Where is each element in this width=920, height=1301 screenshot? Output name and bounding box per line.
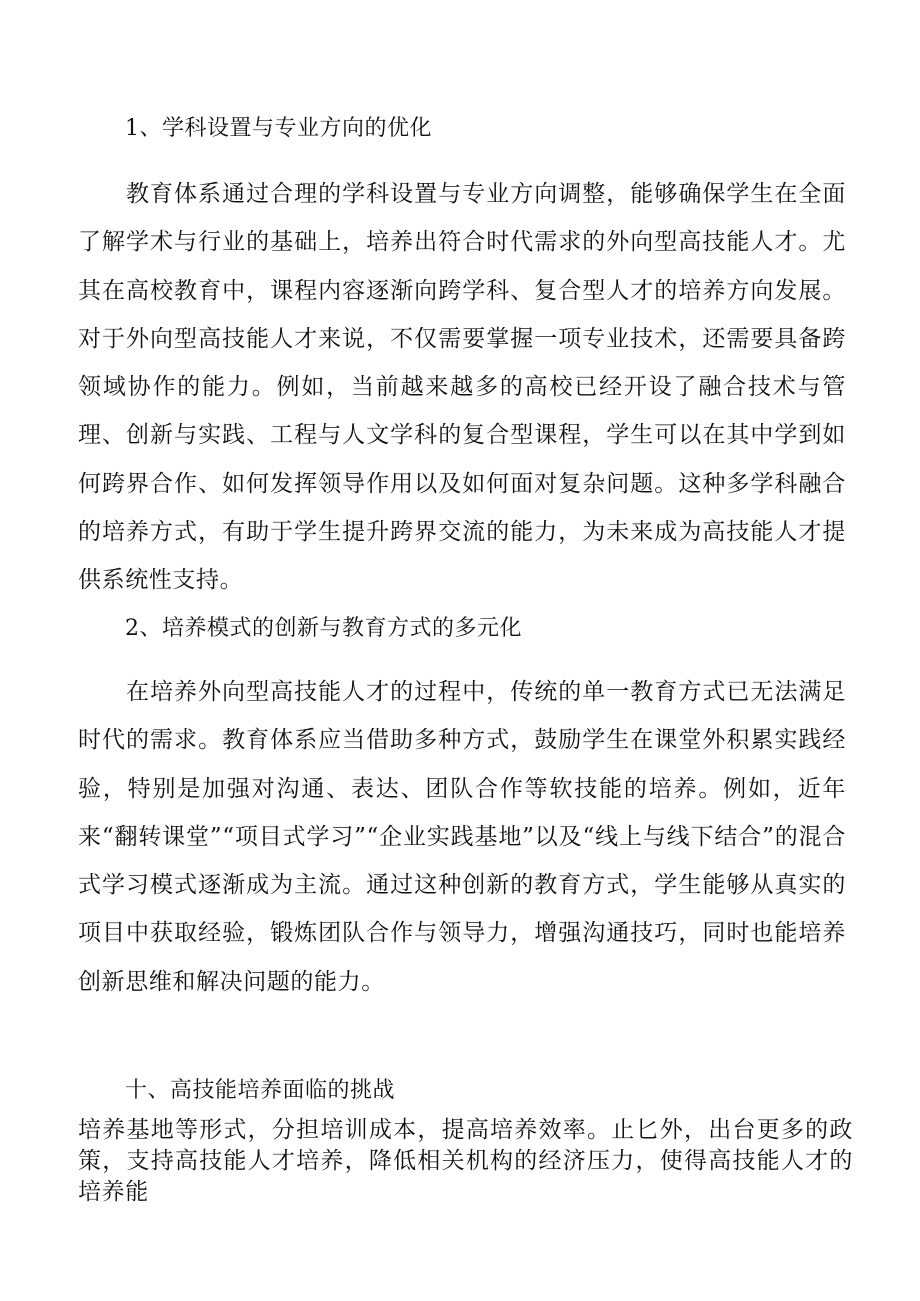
section-2-paragraph: 在培养外向型高技能人才的过程中，传统的单一教育方式已无法满足时代的需求。教育体系应当借助多种方式，鼓励学生在课堂外积累实践经验，特别是加强对沟通、表达、团队合作等软技能的培养。例如，近年来“翻转课堂”“项目式学习”“企业实践基地”以及“线上与线下结合”的混合式学习模式逐渐成为主流。通过这种创新的教育方式，学生能够从真实的项目中获取经验，锻炼团队合作与领导力，增强沟通技巧，同时也能培养创新思维和解决问题的能力。 — [78, 679, 846, 995]
section-1-paragraph: 教育体系通过合理的学科设置与专业方向调整，能够确保学生在全面了解学术与行业的基础上，培养出符合时代需求的外向型高技能人才。尤其在高校教育中，课程内容逐渐向跨学科、复合型人才的培养方向发展。对于外向型高技能人才来说，不仅需要掌握一项专业技术，还需要具备跨领域协作的能力。例如，当前越来越多的高校已经开设了融合技术与管理、创新与实践、工程与人文学科的复合型课程，学生可以在其中学到如何跨界合作、如何发挥领导作用以及如何面对复杂问题。这种多学科融合的培养方式，有助于学生提升跨界交流的能力，为未来成为高技能人才提供系统性支持。 — [78, 181, 846, 594]
section-10-paragraph-fragment: 培养基地等形式，分担培训成本，提高培养效率。止匕外，出台更多的政策，支持高技能人才培养，降低相关机构的经济压力，使得高技能人才的培养能 — [78, 1117, 853, 1205]
section-2-heading: 2、培养模式的创新与教育方式的多元化 — [125, 616, 522, 641]
section-1-heading: 1、学科设置与专业方向的优化 — [125, 116, 432, 141]
section-10-heading: 十、高技能培养面临的挑战 — [125, 1078, 396, 1103]
